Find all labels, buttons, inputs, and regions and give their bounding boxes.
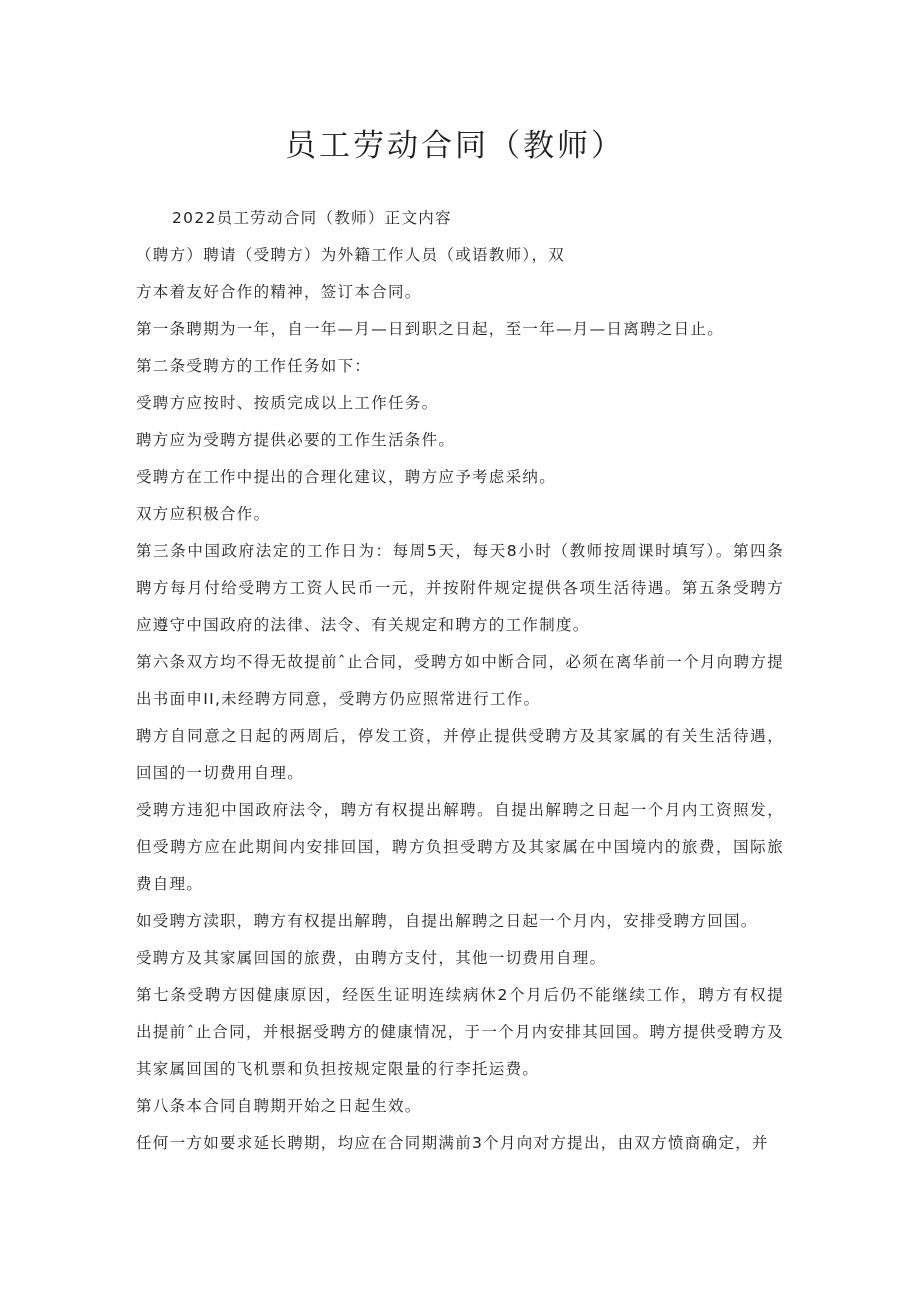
paragraph: 第二条受聘方的工作任务如下： bbox=[136, 357, 372, 375]
paragraph: 受聘方及其家属回国的旅费，由聘方支付，其他一切费用自理。 bbox=[136, 949, 607, 967]
document-body bbox=[136, 200, 784, 1162]
paragraph: 聘方自同意之日起的两周后，停发工资，并停止提供受聘方及其家属的有关生活待遇，回国的一切费用自理。 bbox=[136, 727, 784, 782]
paragraph: 第三条中国政府法定的工作日为：每周5天，每天8小时（教师按周课时填写）。第四条聘方每月付给受聘方工资人民币一元，并按附件规定提供各项生活待遇。第五条受聘方应遵守中国政府的法律、法令、有关规定和聘方的工作制度。 bbox=[136, 542, 784, 634]
paragraph: （聘方）聘请（受聘方）为外籍工作人员（或语教师），双 bbox=[136, 246, 566, 264]
paragraph: 聘方应为受聘方提供必要的工作生活条件。 bbox=[136, 431, 456, 449]
paragraph-intro-heading: 2022员工劳动合同（教师）正文内容 bbox=[172, 209, 452, 227]
paragraph: 第七条受聘方因健康原因，经医生证明连续病休2个月后仍不能继续工作，聘方有权提出提前ˆ止合同，并根据受聘方的健康情况，于一个月内安排其回国。聘方提供受聘方及其家属回国的飞机票和负担按规定限量的行李托运费。 bbox=[136, 986, 784, 1078]
paragraph: 任何一方如要求延长聘期，均应在合同期满前3个月向对方提出，由双方愤商确定，并 bbox=[136, 1134, 769, 1152]
document-title: 员工劳动合同（教师） bbox=[285, 128, 625, 164]
paragraph: 方本着友好合作的精神，签订本合同。 bbox=[136, 283, 422, 301]
paragraph: 如受聘方渎职，聘方有权提出解聘，自提出解聘之日起一个月内，安排受聘方回国。 bbox=[136, 912, 758, 930]
paragraph: 受聘方违犯中国政府法令，聘方有权提出解聘。自提出解聘之日起一个月内工资照发，但受聘方应在此期间内安排回国，聘方负担受聘方及其家属在中国境内的旅费，国际旅费自理。 bbox=[136, 801, 784, 893]
paragraph: 双方应积极合作。 bbox=[136, 505, 271, 523]
paragraph: 第一条聘期为一年，自一年—月—日到职之日起，至一年—月—日离聘之日止。 bbox=[136, 320, 725, 338]
paragraph: 第八条本合同自聘期开始之日起生效。 bbox=[136, 1097, 422, 1115]
paragraph: 受聘方应按时、按质完成以上工作任务。 bbox=[136, 394, 439, 412]
paragraph: 第六条双方均不得无故提前ˆ止合同，受聘方如中断合同，必须在离华前一个月向聘方提出书面申II,未经聘方同意，受聘方仍应照常进行工作。 bbox=[136, 653, 784, 708]
paragraph: 受聘方在工作中提出的合理化建议，聘方应予考虑采纳。 bbox=[136, 468, 557, 486]
